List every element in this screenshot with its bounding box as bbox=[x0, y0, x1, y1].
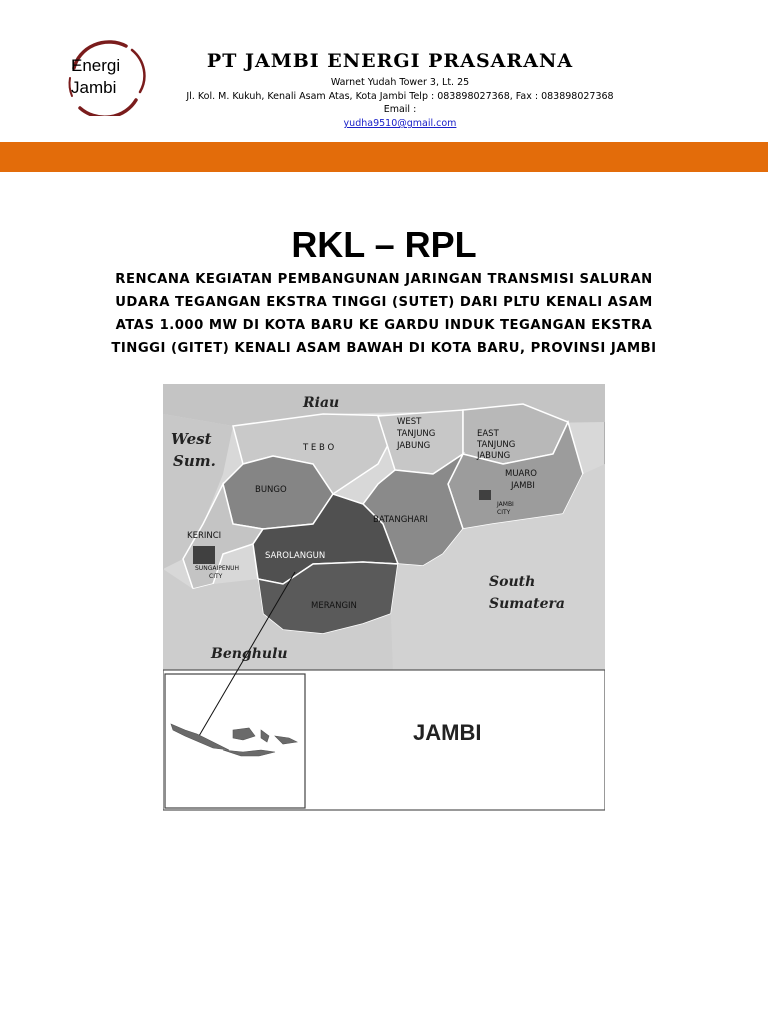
label-south-sumatra-2: Sumatera bbox=[489, 596, 565, 612]
label-sungaipenuh-city-2: CITY bbox=[209, 573, 223, 580]
label-west-tanjung-jabung-2: TANJUNG bbox=[397, 429, 436, 439]
logo-text-jambi: Jambi bbox=[71, 78, 117, 97]
jambi-city-marker bbox=[479, 490, 491, 500]
label-muaro-jambi-2: JAMBI bbox=[511, 481, 535, 491]
label-sarolangun: SAROLANGUN bbox=[265, 551, 326, 561]
label-jambi-city-1: JAMBI bbox=[497, 501, 514, 508]
label-west-sumatra-2: Sum. bbox=[173, 452, 216, 470]
address-line-2: Jl. Kol. M. Kukuh, Kenali Asam Atas, Kota Jambi Telp : 083898027368, Fax : 083898027368 bbox=[186, 91, 614, 102]
email-label: Email : bbox=[383, 104, 417, 115]
label-east-tanjung-jabung-3: JABUNG bbox=[477, 451, 511, 461]
sungaipenuh-city-marker bbox=[193, 546, 215, 564]
label-tebo: T E B O bbox=[303, 443, 335, 453]
company-name: PT JAMBI ENERGI PRASARANA bbox=[206, 50, 574, 72]
label-batanghari: BATANGHARI bbox=[373, 515, 428, 525]
email-link[interactable]: yudha9510@gmail.com bbox=[343, 118, 457, 129]
label-south-sumatra-1: South bbox=[489, 574, 536, 590]
label-riau: Riau bbox=[303, 395, 340, 411]
orange-header-bar bbox=[0, 142, 768, 172]
inset-province-label: JAMBI bbox=[413, 720, 482, 745]
logo-text-energi: Energi bbox=[71, 56, 121, 75]
label-bungo: BUNGO bbox=[255, 485, 287, 495]
label-kerinci: KERINCI bbox=[187, 531, 222, 541]
label-sungaipenuh-city-1: SUNGAIPENUH bbox=[195, 565, 240, 572]
label-bengkulu: Benghulu bbox=[211, 646, 288, 662]
label-west-sumatra-1: West bbox=[171, 430, 212, 448]
label-east-tanjung-jabung-2: TANJUNG bbox=[477, 440, 516, 450]
label-west-tanjung-jabung-1: WEST bbox=[397, 417, 422, 427]
label-east-tanjung-jabung-1: EAST bbox=[477, 429, 499, 439]
document-subtitle: RENCANA KEGIATAN PEMBANGUNAN JARINGAN TRANSMISI SALURAN UDARA TEGANGAN EKSTRA TINGGI (SUTET) DARI PLTU KENALI ASAM ATAS 1.000 MW DI KOTA BARU KE GARDU INDUK TEGANGAN EKSTRA TINGGI (GITET) KENALI ASAM BAWAH DI KOTA BARU, PROVINSI JAMBI bbox=[111, 272, 657, 356]
label-merangin: MERANGIN bbox=[311, 601, 357, 611]
label-jambi-city-2: CITY bbox=[497, 509, 511, 516]
label-west-tanjung-jabung-3: JABUNG bbox=[397, 441, 431, 451]
energi-jambi-logo bbox=[62, 38, 146, 116]
address-line-1: Warnet Yudah Tower 3, Lt. 25 bbox=[330, 77, 470, 88]
document-title: RKL – RPL bbox=[291, 224, 477, 265]
label-muaro-jambi-1: MUARO bbox=[505, 469, 537, 479]
jambi-province-map bbox=[163, 384, 605, 812]
